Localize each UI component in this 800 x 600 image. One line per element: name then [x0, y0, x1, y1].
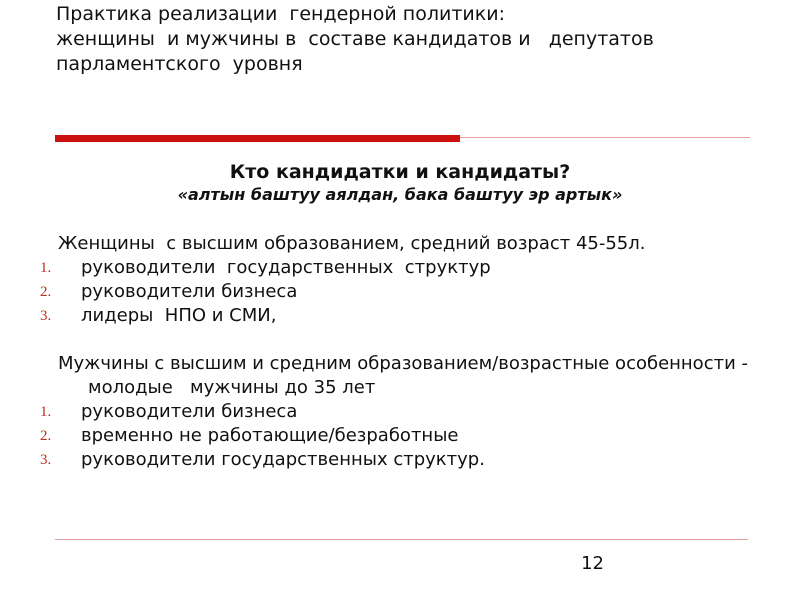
- list-number: 1.: [40, 260, 52, 276]
- title-line-1: Практика реализации гендерной политики:: [56, 3, 505, 25]
- top-divider-accent-bar: [55, 135, 460, 142]
- list-item-text: лидеры НПО и СМИ,: [81, 305, 277, 326]
- men-list: [40, 400, 758, 472]
- section-heading: Кто кандидатки и кандидаты?: [229, 161, 571, 183]
- list-item-text: руководители государственных структур.: [81, 449, 485, 470]
- title-line-2: женщины и мужчины в составе кандидатов и депутатов: [56, 28, 654, 50]
- list-item-text: временно не работающие/безработные: [81, 425, 459, 446]
- slide-title: [56, 2, 776, 77]
- men-section: [40, 352, 760, 472]
- list-item: [40, 400, 758, 424]
- list-number: 2.: [40, 428, 52, 444]
- list-item: [40, 448, 758, 472]
- list-item-text: руководители государственных структур: [81, 257, 491, 278]
- list-item-text: руководители бизнеса: [81, 401, 298, 422]
- women-lead: Женщины с высшим образованием, средний возраст 45-55л.: [58, 233, 646, 254]
- women-list: [40, 256, 758, 328]
- page-number: 12: [581, 553, 604, 574]
- list-item-text: руководители бизнеса: [81, 281, 298, 302]
- list-number: 1.: [40, 404, 52, 420]
- list-number: 3.: [40, 452, 52, 468]
- bottom-divider: [55, 539, 748, 540]
- list-number: 3.: [40, 308, 52, 324]
- title-line-3: парламентского уровня: [56, 53, 303, 75]
- list-item: [40, 256, 758, 280]
- list-item: [40, 304, 758, 328]
- list-number: 2.: [40, 284, 52, 300]
- list-item: [40, 424, 758, 448]
- proverb-subheading: «алтын баштуу аялдан, бака баштуу эр артык»: [177, 185, 623, 204]
- list-item: [40, 280, 758, 304]
- women-section: [40, 232, 758, 328]
- men-lead: Мужчины с высшим и средним образованием/возрастные особенности - молодые мужчины до 35 лет: [58, 353, 760, 398]
